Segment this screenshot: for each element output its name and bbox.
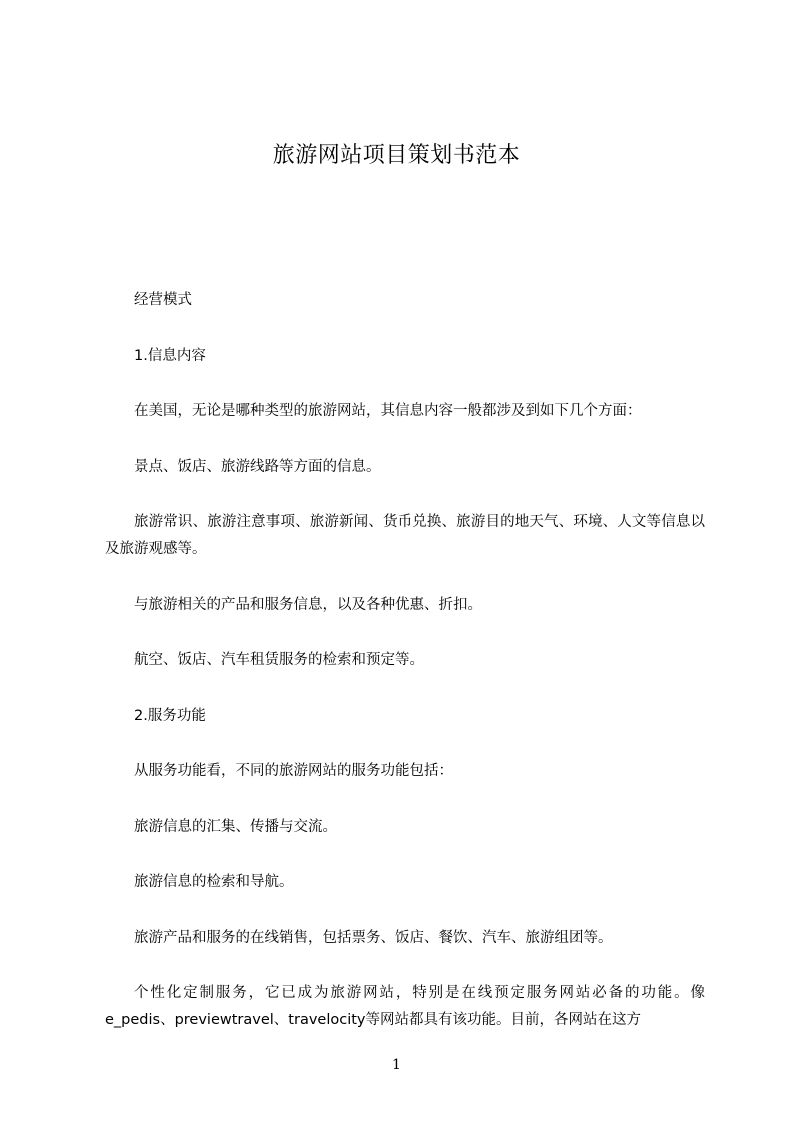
paragraph: 与旅游相关的产品和服务信息，以及各种优惠、折扣。 bbox=[134, 596, 482, 613]
paragraph: 航空、饭店、汽车租赁服务的检索和预定等。 bbox=[134, 652, 424, 668]
document-title: 旅游网站项目策划书范本 bbox=[272, 143, 521, 168]
paragraph: 旅游信息的检索和导航。 bbox=[134, 874, 294, 890]
paragraph: 个性化定制服务，它已成为旅游网站，特别是在线预定服务网站必备的功能。像e_pedis、previewtravel、travelocity等网站都具有该功能。目前，各网站在这方 bbox=[105, 985, 705, 1028]
subheading-information-content: 1.信息内容 bbox=[134, 347, 206, 364]
paragraph: 在美国，无论是哪种类型的旅游网站，其信息内容一般都涉及到如下几个方面： bbox=[134, 403, 642, 419]
paragraph: 景点、饭店、旅游线路等方面的信息。 bbox=[134, 458, 381, 475]
paragraph: 从服务功能看，不同的旅游网站的服务功能包括： bbox=[134, 763, 453, 779]
page-number: 1 bbox=[392, 1057, 401, 1073]
paragraph: 旅游常识、旅游注意事项、旅游新闻、货币兑换、旅游目的地天气、环境、人文等信息以及旅游观感等。 bbox=[105, 514, 705, 557]
subheading-service-functions: 2.服务功能 bbox=[134, 707, 206, 724]
paragraph: 旅游产品和服务的在线销售，包括票务、饭店、餐饮、汽车、旅游组团等。 bbox=[134, 929, 613, 946]
paragraph: 旅游信息的汇集、传播与交流。 bbox=[134, 818, 337, 835]
document-body bbox=[105, 287, 705, 1034]
section-heading-business-model: 经营模式 bbox=[134, 292, 192, 308]
